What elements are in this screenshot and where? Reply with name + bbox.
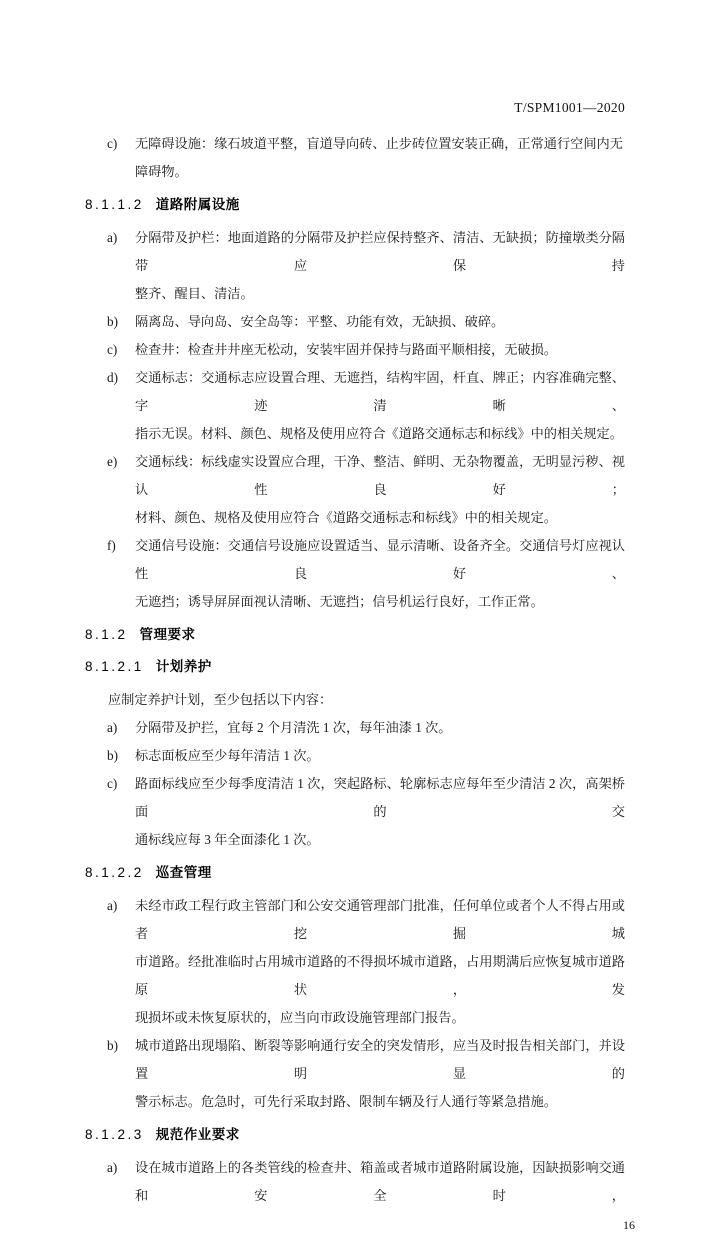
section-title: 巡查管理: [155, 865, 212, 880]
section-number: 8.1.2.2: [85, 865, 144, 880]
list-item: [85, 532, 625, 616]
section-title: 道路附属设施: [155, 197, 240, 212]
list-item-marker: c): [107, 342, 118, 357]
list-item-text: [135, 130, 625, 186]
text-line: 无遮挡；诱导屏屏面视认清晰、无遮挡；信号机运行良好，工作正常。: [135, 594, 544, 609]
list-item-marker: c): [107, 776, 118, 791]
list-item-marker: c): [107, 136, 118, 151]
list-item: [85, 130, 625, 186]
text-line: 检查井：检查井井座无松动，安装牢固并保持与路面平顺相接，无破损。: [135, 342, 557, 357]
text-line: 隔离岛、导向岛、安全岛等：平整、功能有效，无缺损、破碎。: [135, 314, 505, 329]
text-line: 无障碍设施：缘石坡道平整，盲道导向砖、止步砖位置安装正确，正常通行空间内无障碍物。: [135, 136, 623, 179]
section-title: 规范作业要求: [155, 1127, 240, 1142]
text-line: 分隔带及护栏：地面道路的分隔带及护拦应保持整齐、清洁、无缺损；防撞墩类分隔带应保持: [135, 230, 625, 273]
list-item: [85, 224, 625, 308]
list-item-text: [135, 770, 625, 854]
text-line: 交通标志：交通标志应设置合理、无遮挡，结构牢固，杆直、牌正；内容准确完整、字迹清晰、: [135, 370, 625, 413]
list-item-text: [135, 1154, 625, 1210]
list-item-marker: b): [107, 1038, 118, 1053]
list-item: [85, 770, 625, 854]
list-item: [85, 1154, 625, 1210]
section-title: 管理要求: [139, 627, 196, 642]
text-line: 市道路。经批准临时占用城市道路的不得损坏城市道路，占用期满后应恢复城市道路原状，发: [135, 954, 625, 997]
text-line: 未经市政工程行政主管部门和公安交通管理部门批准，任何单位或者个人不得占用或者挖掘城: [135, 898, 625, 941]
standard-code-header: T/SPM1001—2020: [514, 100, 625, 115]
page-number: 16: [623, 1218, 635, 1232]
section-heading: [85, 1122, 625, 1148]
list-item-marker: e): [107, 454, 118, 469]
list-item-text: [135, 448, 625, 532]
list-item-marker: b): [107, 748, 118, 763]
list-item: [85, 1032, 625, 1116]
text-line: 交通信号设施：交通信号设施应设置适当、显示清晰、设备齐全。交通信号灯应视认性良好、: [135, 538, 625, 581]
list-item: [85, 364, 625, 448]
list-item-text: [135, 742, 625, 770]
list-item-text: [135, 364, 625, 448]
paragraph: [85, 686, 625, 714]
section-heading: [85, 622, 625, 648]
list-item-text: [135, 532, 625, 616]
text-line: 设在城市道路上的各类管线的检查井、箱盖或者城市道路附属设施，因缺损影响交通和安全时，: [135, 1160, 625, 1203]
list-item-text: [135, 892, 625, 1032]
section-heading: [85, 192, 625, 218]
text-line: 路面标线应至少每季度清洁 1 次，突起路标、轮廓标志应每年至少清洁 2 次，高架桥面的交: [135, 776, 625, 819]
text-line: 现损坏或未恢复原状的，应当向市政设施管理部门报告。: [135, 1010, 465, 1025]
list-item-marker: a): [107, 230, 118, 245]
list-item: [85, 742, 625, 770]
list-item: [85, 892, 625, 1032]
list-item: [85, 336, 625, 364]
section-number: 8.1.2: [85, 627, 128, 642]
section-number: 8.1.2.1: [85, 659, 144, 674]
text-line: 城市道路出现塌陷、断裂等影响通行安全的突发情形，应当及时报告相关部门，并设置明显的: [135, 1038, 625, 1081]
text-line: 应制定养护计划，至少包括以下内容：: [108, 692, 333, 707]
text-line: 交通标线：标线虚实设置应合理，干净、整洁、鲜明、无杂物覆盖，无明显污秽、视认性良好；: [135, 454, 625, 497]
list-item-text: [135, 1032, 625, 1116]
text-line: 通标线应每 3 年全面漆化 1 次。: [135, 832, 320, 847]
list-item: [85, 714, 625, 742]
section-number: 8.1.2.3: [85, 1127, 144, 1142]
section-heading: [85, 860, 625, 886]
list-item-marker: d): [107, 370, 118, 385]
list-item-marker: a): [107, 720, 118, 735]
list-item-marker: f): [107, 538, 116, 553]
list-item-text: [135, 714, 625, 742]
list-item-text: [135, 224, 625, 308]
text-line: 整齐、醒目、清洁。: [135, 286, 254, 301]
document-body: [85, 130, 625, 1210]
text-line: 警示标志。危急时，可先行采取封路、限制车辆及行人通行等紧急措施。: [135, 1094, 557, 1109]
section-number: 8.1.1.2: [85, 197, 144, 212]
list-item: [85, 308, 625, 336]
list-item-text: [135, 308, 625, 336]
list-item-marker: a): [107, 898, 118, 913]
section-heading: [85, 654, 625, 680]
text-line: 分隔带及护拦，宜每 2 个月清洗 1 次，每年油漆 1 次。: [135, 720, 452, 735]
list-item-marker: a): [107, 1160, 118, 1175]
text-line: 材料、颜色、规格及使用应符合《道路交通标志和标线》中的相关规定。: [135, 510, 557, 525]
list-item-marker: b): [107, 314, 118, 329]
list-item: [85, 448, 625, 532]
section-title: 计划养护: [155, 659, 212, 674]
list-item-text: [135, 336, 625, 364]
text-line: 标志面板应至少每年清洁 1 次。: [135, 748, 320, 763]
text-line: 指示无误。材料、颜色、规格及使用应符合《道路交通标志和标线》中的相关规定。: [135, 426, 623, 441]
